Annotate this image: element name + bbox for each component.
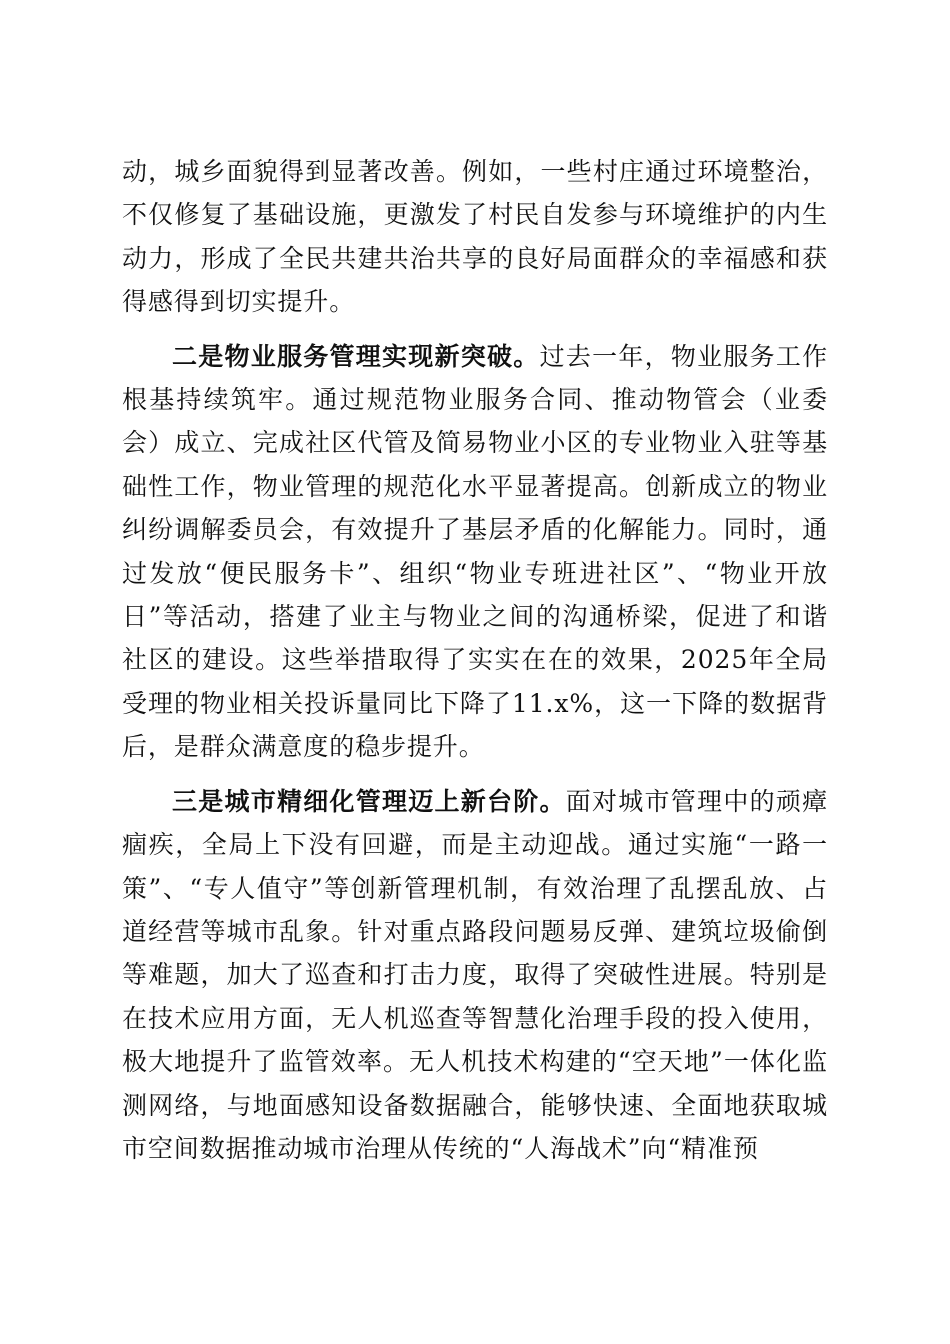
paragraph-continuation (122, 150, 828, 324)
paragraph-text: 过去一年，物业服务工作根基持续筑牢。通过规范物业服务合同、推动物管会（业委会）成立、完成社区代管及简易物业小区的专业物业入驻等基础性工作，物业管理的规范化水平显著提高。创新成立的物业纠纷调解委员会，有效提升了基层矛盾的化解能力。同时，通过发放“便民服务卡”、组织“物业专班进社区”、“物业开放日”等活动，搭建了业主与物业之间的沟通桥梁，促进了和谐社区的建设。这些举措取得了实实在在的效果，2025年全局受理的物业相关投诉量同比下降了11.x%，这一下降的数据背后，是群众满意度的稳步提升。 (122, 341, 828, 762)
body-text (122, 150, 828, 1181)
paragraph-text: 动，城乡面貌得到显著改善。例如，一些村庄通过环境整治，不仅修复了基础设施，更激发了村民自发参与环境维护的内生动力，形成了全民共建共治共享的良好局面群众的幸福感和获得感得到切实提升。 (122, 157, 828, 317)
paragraph-heading: 三是城市精细化管理迈上新台阶。 (172, 786, 566, 816)
paragraph-heading: 二是物业服务管理实现新突破。 (172, 341, 540, 371)
paragraph-property-service (122, 335, 828, 769)
paragraph-text: 面对城市管理中的顽瘴痼疾，全局上下没有回避，而是主动迎战。通过实施“一路一策”、“专人值守”等创新管理机制，有效治理了乱摆乱放、占道经营等城市乱象。针对重点路段问题易反弹、建筑垃圾偷倒等难题，加大了巡查和打击力度，取得了突破性进展。特别是在技术应用方面，无人机巡查等智慧化治理手段的投入使用，极大地提升了监管效率。无人机技术构建的“空天地”一体化监测网络，与地面感知设备数据融合，能够快速、全面地获取城市空间数据推动城市治理从传统的“人海战术”向“精准预 (122, 786, 828, 1163)
paragraph-city-management (122, 780, 828, 1171)
